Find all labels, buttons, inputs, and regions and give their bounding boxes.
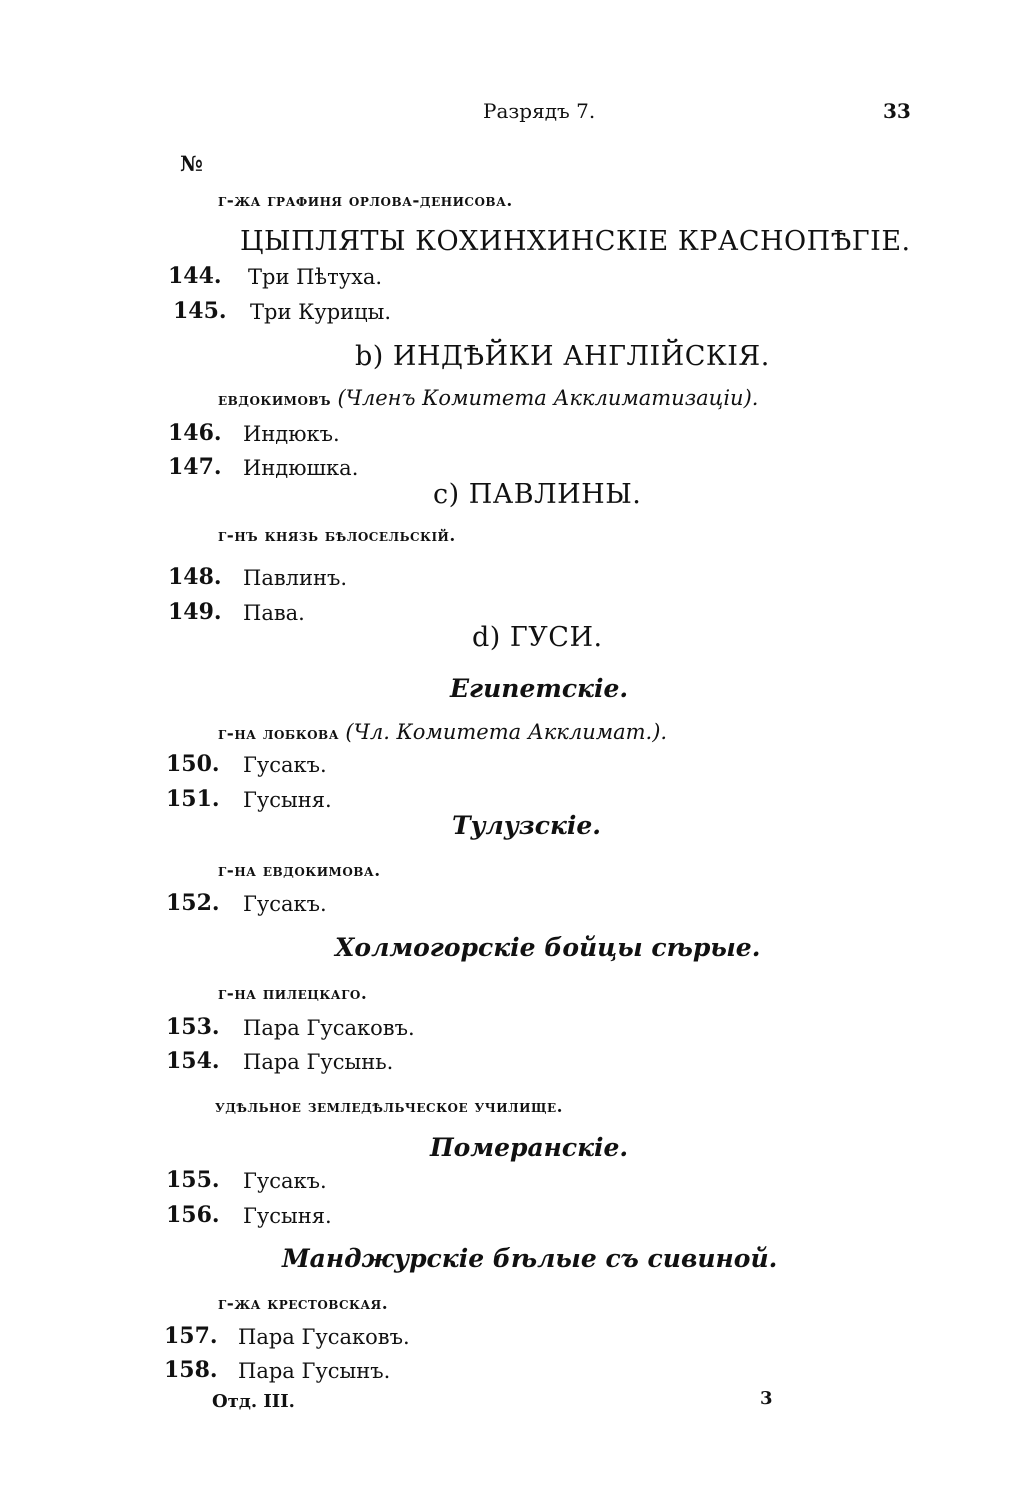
item-number: 157. — [164, 1323, 218, 1349]
item-number: 154. — [166, 1048, 220, 1074]
exhibitor-heading: г-жа графиня орлова-денисова. — [218, 191, 513, 211]
exhibitor-heading: г-жа крестовская. — [218, 1294, 389, 1314]
subsection-heading: Холмогорскіе бойцы сѣрые. — [335, 933, 761, 962]
item-number: 158. — [164, 1357, 218, 1383]
exhibitor-heading: г-на евдокимова. — [218, 861, 381, 881]
item-number: 147. — [168, 454, 222, 480]
page-number: 33 — [883, 99, 911, 123]
item-text: Павлинъ. — [243, 566, 348, 590]
subsection-heading: Померанскіе. — [430, 1133, 629, 1162]
item-number: 148. — [168, 564, 222, 590]
exhibitor-heading: евдокимовъ — [218, 390, 332, 410]
item-text: Пара Гусынъ. — [238, 1359, 391, 1383]
item-text: Гусакъ. — [243, 892, 327, 916]
item-text: Гусакъ. — [243, 1169, 327, 1193]
item-number: 155. — [166, 1167, 220, 1193]
item-text: Гусыня. — [243, 1204, 332, 1228]
exhibitor-note: (Чл. Комитета Акклимат.). — [345, 720, 668, 744]
item-text: Три Пѣтуха. — [248, 265, 383, 289]
item-number: 151. — [166, 786, 220, 812]
item-text: Пара Гусаковъ. — [238, 1325, 410, 1349]
item-number: 145. — [173, 298, 227, 324]
section-heading: b) ИНДѢЙКИ АНГЛІЙСКІЯ. — [355, 341, 770, 372]
item-number: 149. — [168, 599, 222, 625]
item-text: Три Курицы. — [250, 300, 392, 324]
item-text: Гусыня. — [243, 788, 332, 812]
item-text: Пара Гусаковъ. — [243, 1016, 415, 1040]
item-text: Индюкъ. — [243, 422, 340, 446]
number-sign: № — [180, 151, 203, 176]
item-number: 144. — [168, 263, 222, 289]
section-heading: ЦЫПЛЯТЫ КОХИНХИНСКІЕ КРАСНОПѢГІЕ. — [240, 226, 911, 257]
exhibitor-heading: г-нъ князь бѣлосельскій. — [218, 526, 456, 546]
item-text: Гусакъ. — [243, 753, 327, 777]
exhibitor-note: (Членъ Комитета Акклиматизаціи). — [337, 386, 759, 410]
footer-section-label: Отд. III. — [212, 1391, 295, 1412]
signature-mark: 3 — [760, 1388, 773, 1409]
item-number: 153. — [166, 1014, 220, 1040]
item-number: 146. — [168, 420, 222, 446]
exhibitor-heading: г-на пилецкаго. — [218, 984, 368, 1004]
subsection-heading: Манджурскіе бѣлые съ сивиной. — [282, 1244, 778, 1273]
item-text: Пара Гусынь. — [243, 1050, 394, 1074]
exhibitor-heading: удѣльное земледѣльческое училище. — [215, 1097, 564, 1117]
item-text: Индюшка. — [243, 456, 359, 480]
running-title: Разрядъ 7. — [483, 99, 596, 123]
item-number: 150. — [166, 751, 220, 777]
item-text: Пава. — [243, 601, 305, 625]
section-heading: d) ГУСИ. — [472, 622, 603, 653]
section-heading: c) ПАВЛИНЫ. — [433, 479, 642, 510]
exhibitor-heading: г-на лобкова — [218, 724, 339, 744]
item-number: 156. — [166, 1202, 220, 1228]
item-number: 152. — [166, 890, 220, 916]
subsection-heading: Тулузскіе. — [452, 811, 602, 840]
subsection-heading: Египетскіе. — [450, 674, 629, 703]
